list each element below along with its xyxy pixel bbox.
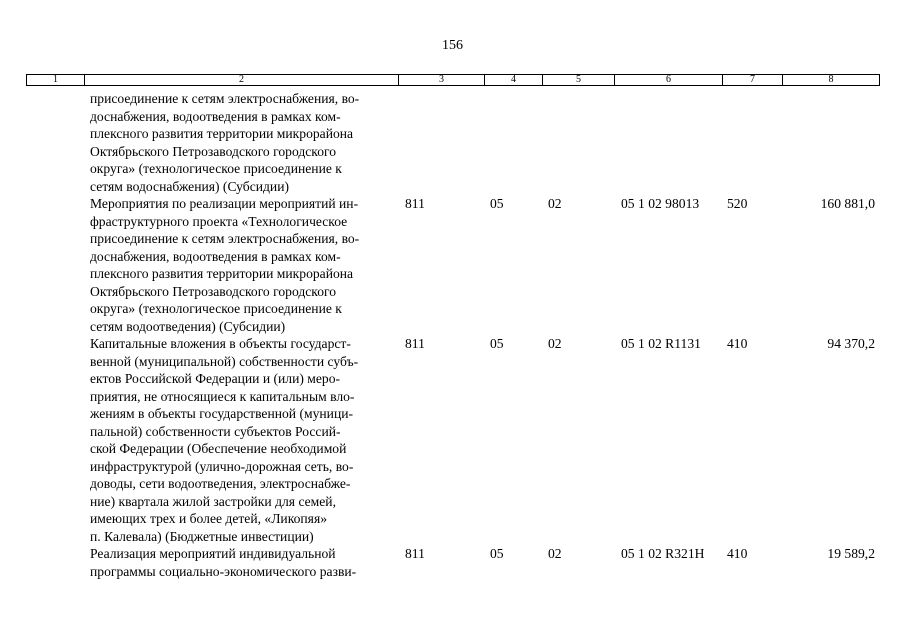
gov-code-cell: 811 [405,336,425,351]
description-line: Мероприятия по реализации мероприятий ин- [90,196,359,211]
description-line: ской Федерации (Обеспечение необходимой [90,441,347,456]
description-line: Капитальные вложения в объекты государст- [90,336,351,351]
target-article-cell: 05 1 02 R1131 [621,336,701,351]
description-line: доснабжения, водоотведения в рамках ком- [90,248,341,264]
target-article-cell: 05 1 02 98013 [621,196,700,211]
row-description [90,545,395,580]
gov-code-cell: 811 [405,546,425,561]
row-description [90,335,395,545]
expense-type-cell: 520 [727,196,748,211]
column-header-5: 5 [543,75,615,86]
amount-cell: 94 370,2 [827,336,875,351]
page-number: 156 [442,38,463,53]
description-line: инфраструктурой (улично-дорожная сеть, во- [90,458,354,474]
description-line: программы социально-экономического разви- [90,563,357,579]
row-description [90,195,395,335]
section-cell: 05 [490,196,504,211]
description-line: плексного развития территории микрорайона [90,126,354,141]
description-line: округа» (технологическое присоединение к [90,161,342,176]
column-header-row [27,75,880,86]
description-line: Октябрьского Петрозаводского городского [90,283,337,299]
description-line: Октябрьского Петрозаводского городского [90,143,337,159]
target-article-cell: 05 1 02 R321H [621,546,705,561]
row-description [90,90,395,195]
table-body [0,90,905,580]
column-header-2: 2 [85,75,399,86]
section-cell: 05 [490,546,504,561]
description-line: венной (муниципальной) собственности субъ- [90,353,359,369]
description-line: присоединение к сетям электроснабжения, во- [90,91,360,106]
description-line: сетям водоснабжения) (Субсидии) [90,178,290,194]
description-line: присоединение к сетям электроснабжения, во- [90,231,360,246]
column-header-1: 1 [27,75,85,86]
column-header-4: 4 [485,75,543,86]
table-row [0,90,905,195]
description-line: пальной) собственности субъектов Россий- [90,423,341,439]
description-line: округа» (технологическое присоединение к [90,301,342,316]
subsection-cell: 02 [548,336,562,351]
table-row [0,545,905,580]
gov-code-cell: 811 [405,196,425,211]
description-line: доснабжения, водоотведения в рамках ком- [90,108,341,124]
description-line: фраструктурного проекта «Технологическое [90,213,348,229]
column-header-6: 6 [615,75,723,86]
column-header-8: 8 [783,75,880,86]
description-line: Реализация мероприятий индивидуальной [90,546,336,561]
amount-cell: 19 589,2 [827,546,875,561]
table-row [0,335,905,545]
description-line: сетям водоотведения) (Субсидии) [90,318,286,334]
section-cell: 05 [490,336,504,351]
description-line: имеющих трех и более детей, «Ликопяя» [90,511,327,526]
description-line: п. Калевала) (Бюджетные инвестиции) [90,528,314,544]
table-row [0,195,905,335]
column-header-3: 3 [399,75,485,86]
description-line: ние) квартала жилой застройки для семей, [90,493,336,509]
expense-type-cell: 410 [727,546,748,561]
description-line: доводы, сети водоотведения, электроснабже- [90,476,351,491]
description-line: жениям в объекты государственной (муници- [90,406,354,421]
description-line: ектов Российской Федерации и (или) меро- [90,371,341,386]
column-header-table [26,74,880,86]
description-line: приятия, не относящиеся к капитальным вло- [90,388,355,404]
expense-type-cell: 410 [727,336,748,351]
amount-cell: 160 881,0 [820,196,875,211]
subsection-cell: 02 [548,546,562,561]
subsection-cell: 02 [548,196,562,211]
column-header-7: 7 [723,75,783,86]
description-line: плексного развития территории микрорайона [90,266,354,281]
